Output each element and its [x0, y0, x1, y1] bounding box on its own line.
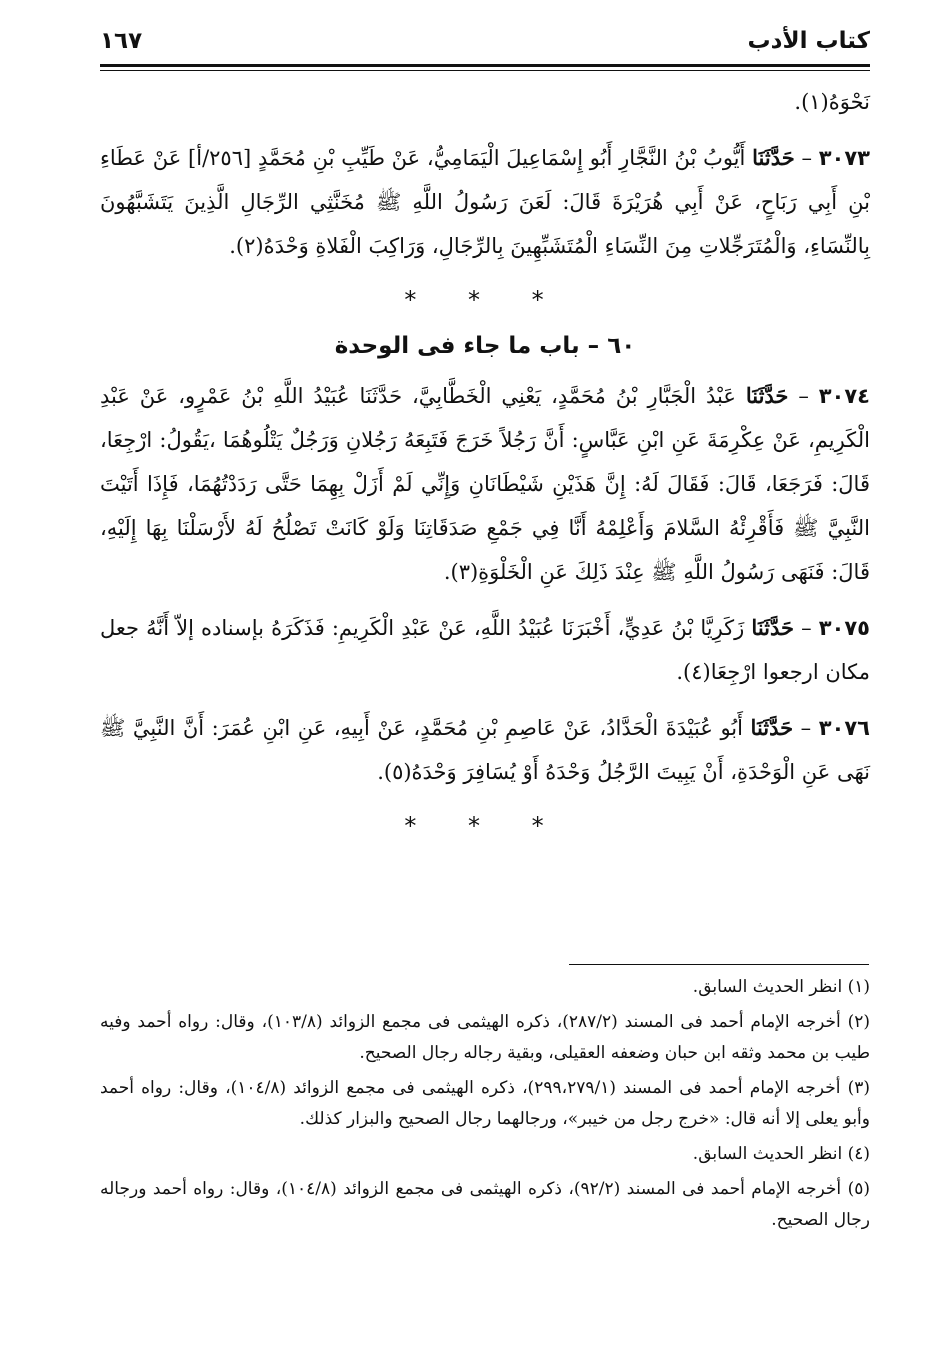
hadith-3075: ٣٠٧٥ – حَدَّثَنَا زَكَرِيَّا بْنُ عَدِيٍّ، أَخْبَرَنَا عُبَيْدُ اللَّهِ، عَنْ عَبْدِ الْكَرِيمِ: فَذَكَرَهُ بإسناده إلاّ أَنَّهُ جعل مكان ارجعوا ارْجِعَا(٤). — [100, 615, 870, 684]
footnotes — [100, 972, 870, 1240]
footnote-5: (٥) أخرجه الإمام أحمد فى المسند (٩٢/٢)، ذكره الهيثمى فى مجمع الزوائد (١٠٤/٨)، وقال: رواه أحمد ورجاله رجال الصحيح. — [100, 1179, 870, 1230]
hadith-lead: حَدَّثَنَا — [751, 615, 795, 640]
header-rule-thin — [100, 70, 870, 71]
hadith-lead: حَدَّثَنَا — [745, 383, 789, 408]
hadith-number: ٣٠٧٣ — [818, 146, 870, 170]
section-separator: * * * — [404, 286, 566, 314]
book-title: كتاب الأدب — [747, 28, 870, 54]
footnote-2: (٢) أخرجه الإمام أحمد فى المسند (٢٨٧/٢)، ذكره الهيثمى فى مجمع الزوائد (١٠٣/٨)، وقال: رواه أحمد وفيه طيب بن محمد وثقه ابن حبان وضعفه العقيلى، وبقية رجاله رجال الصحيح. — [100, 1012, 870, 1063]
page-number: ١٦٧ — [100, 28, 143, 54]
hadith-number: ٣٠٧٦ — [818, 716, 870, 740]
footnote-3: (٣) أخرجه الإمام أحمد فى المسند (٢٩٩،٢٧٩/١)، ذكره الهيثمى فى مجمع الزوائد (١٠٤/٨)، وقال: رواه أحمد وأبو يعلى إلا أنه قال: «خرج رجل من خيبر»، ورجالهما رجال الصحيح والبزار كذلك. — [100, 1078, 870, 1129]
page-header — [100, 22, 870, 62]
hadith-3076: ٣٠٧٦ – حَدَّثَنَا أَبُو عُبَيْدَةَ الْحَدَّادُ، عَنْ عَاصِمِ بْنِ مُحَمَّدٍ، عَنْ أَبِيهِ، عَنِ ابْنِ عُمَرَ: أَنَّ النَّبِيَّ ﷺ نَهَى عَنِ الْوَحْدَةِ، أَنْ يَبِيتَ الرَّجُلُ وَحْدَهُ أَوْ يُسَافِرَ وَحْدَهُ(٥). — [100, 715, 870, 784]
intro-line: نَحْوَهُ(١). — [794, 90, 870, 114]
chapter-heading: ٦٠ – باب ما جاء فى الوحدة — [334, 333, 636, 359]
footnote-4: (٤) انظر الحديث السابق. — [692, 1144, 870, 1164]
hadith-text: زَكَرِيَّا بْنُ عَدِيٍّ، أَخْبَرَنَا عُبَيْدُ اللَّهِ، عَنْ عَبْدِ الْكَرِيمِ: فَذَكَرَهُ بإسناده إلاّ أَنَّهُ جعل مكان ارجعوا ارْجِعَا(٤). — [100, 616, 870, 684]
hadith-lead: حَدَّثَنَا — [752, 145, 795, 170]
hadith-text: عَبْدُ الْجَبَّارِ بْنُ مُحَمَّدٍ، يَعْنِي الْخَطَّابِيَّ، حَدَّثَنَا عُبَيْدُ اللَّهِ بْنُ عَمْرٍو، عَنْ عَبْدِ الْكَرِيمِ، عَنْ عِكْرِمَةَ عَنِ ابْنِ عَبَّاسٍ: أَنَّ رَجُلاً خَرَجَ فَتَبِعَهُ رَجُلانِ وَرَجُلٌ يَتْلُوهُمَا ،يَقُولُ: ارْجِعَا، قَالَ: فَرَجَعَا، قَالَ: فَقَالَ لَهُ: إِنَّ هَذَيْنِ شَيْطَانَانِ وَإِنِّي لَمْ أَزَلْ بِهِمَا حَتَّى رَدَدْتُهُمَا، فَإِذَا أَتَيْتَ النَّبِيَّ ﷺ فَأَقْرِئْهُ السَّلامَ وَأَعْلِمْهُ أَنَّا فِي جَمْعِ صَدَقَاتِنَا وَلَوْ كَانَتْ تَصْلُحُ لَهُ لأَرْسَلْنَا بِهَا إِلَيْهِ، قَالَ: فَنَهَى رَسُولُ اللَّهِ ﷺ عِنْدَ ذَلِكَ عَنِ الْخَلْوَةِ(٣). — [100, 384, 870, 584]
footnote-rule — [569, 964, 869, 965]
hadith-3074: ٣٠٧٤ – حَدَّثَنَا عَبْدُ الْجَبَّارِ بْنُ مُحَمَّدٍ، يَعْنِي الْخَطَّابِيَّ، حَدَّثَنَا عُبَيْدُ اللَّهِ بْنُ عَمْرٍو، عَنْ عَبْدِ الْكَرِيمِ، عَنْ عِكْرِمَةَ عَنِ ابْنِ عَبَّاسٍ: أَنَّ رَجُلاً خَرَجَ فَتَبِعَهُ رَجُلانِ وَرَجُلٌ يَتْلُوهُمَا ،يَقُولُ: ارْجِعَا، قَالَ: فَرَجَعَا، قَالَ: فَقَالَ لَهُ: إِنَّ هَذَيْنِ شَيْطَانَانِ وَإِنِّي لَمْ أَزَلْ بِهِمَا حَتَّى رَدَدْتُهُمَا، فَإِذَا أَتَيْتَ النَّبِيَّ ﷺ فَأَقْرِئْهُ السَّلامَ وَأَعْلِمْهُ أَنَّا فِي جَمْعِ صَدَقَاتِنَا وَلَوْ كَانَتْ تَصْلُحُ لَهُ لأَرْسَلْنَا بِهَا إِلَيْهِ، قَالَ: فَنَهَى رَسُولُ اللَّهِ ﷺ عِنْدَ ذَلِكَ عَنِ الْخَلْوَةِ(٣). — [100, 383, 870, 584]
section-separator: * * * — [404, 812, 566, 840]
hadith-3073: ٣٠٧٣ – حَدَّثَنَا أَيُّوبُ بْنُ النَّجَّارِ أَبُو إِسْمَاعِيلَ الْيَمَامِيُّ، عَنْ طَيِّبِ بْنِ مُحَمَّدٍ [٢٥٦/أ] عَنْ عَطَاءِ بْنِ أَبِي رَبَاحٍ، عَنْ أَبِي هُرَيْرَةَ قَالَ: لَعَنَ رَسُولُ اللَّهِ ﷺ مُخَنَّثِي الرِّجَالِ الَّذِينَ يَتَشَبَّهُونَ بِالنِّسَاءِ، وَالْمُتَرَجِّلاتِ مِنَ النِّسَاءِ الْمُتَشَبِّهِينَ بِالرِّجَالِ، وَرَاكِبَ الْفَلاةِ وَحْدَهُ(٢). — [100, 145, 870, 258]
hadith-number: ٣٠٧٥ — [818, 616, 870, 640]
hadith-text: أَيُّوبُ بْنُ النَّجَّارِ أَبُو إِسْمَاعِيلَ الْيَمَامِيُّ، عَنْ طَيِّبِ بْنِ مُحَمَّدٍ [٢٥٦/أ] عَنْ عَطَاءِ بْنِ أَبِي رَبَاحٍ، عَنْ أَبِي هُرَيْرَةَ قَالَ: لَعَنَ رَسُولُ اللَّهِ ﷺ مُخَنَّثِي الرِّجَالِ الَّذِينَ يَتَشَبَّهُونَ بِالنِّسَاءِ، وَالْمُتَرَجِّلاتِ مِنَ النِّسَاءِ الْمُتَشَبِّهِينَ بِالرِّجَالِ، وَرَاكِبَ الْفَلاةِ وَحْدَهُ(٢). — [100, 146, 870, 258]
hadith-number: ٣٠٧٤ — [818, 384, 870, 408]
hadith-text: أَبُو عُبَيْدَةَ الْحَدَّادُ، عَنْ عَاصِمِ بْنِ مُحَمَّدٍ، عَنْ أَبِيهِ، عَنِ ابْنِ عُمَرَ: أَنَّ النَّبِيَّ ﷺ نَهَى عَنِ الْوَحْدَةِ، أَنْ يَبِيتَ الرَّجُلُ وَحْدَهُ أَوْ يُسَافِرَ وَحْدَهُ(٥). — [100, 716, 870, 784]
hadith-lead: حَدَّثَنَا — [750, 715, 794, 740]
main-text — [100, 80, 870, 850]
footnote-1: (١) انظر الحديث السابق. — [692, 977, 870, 997]
header-rule — [100, 64, 870, 67]
